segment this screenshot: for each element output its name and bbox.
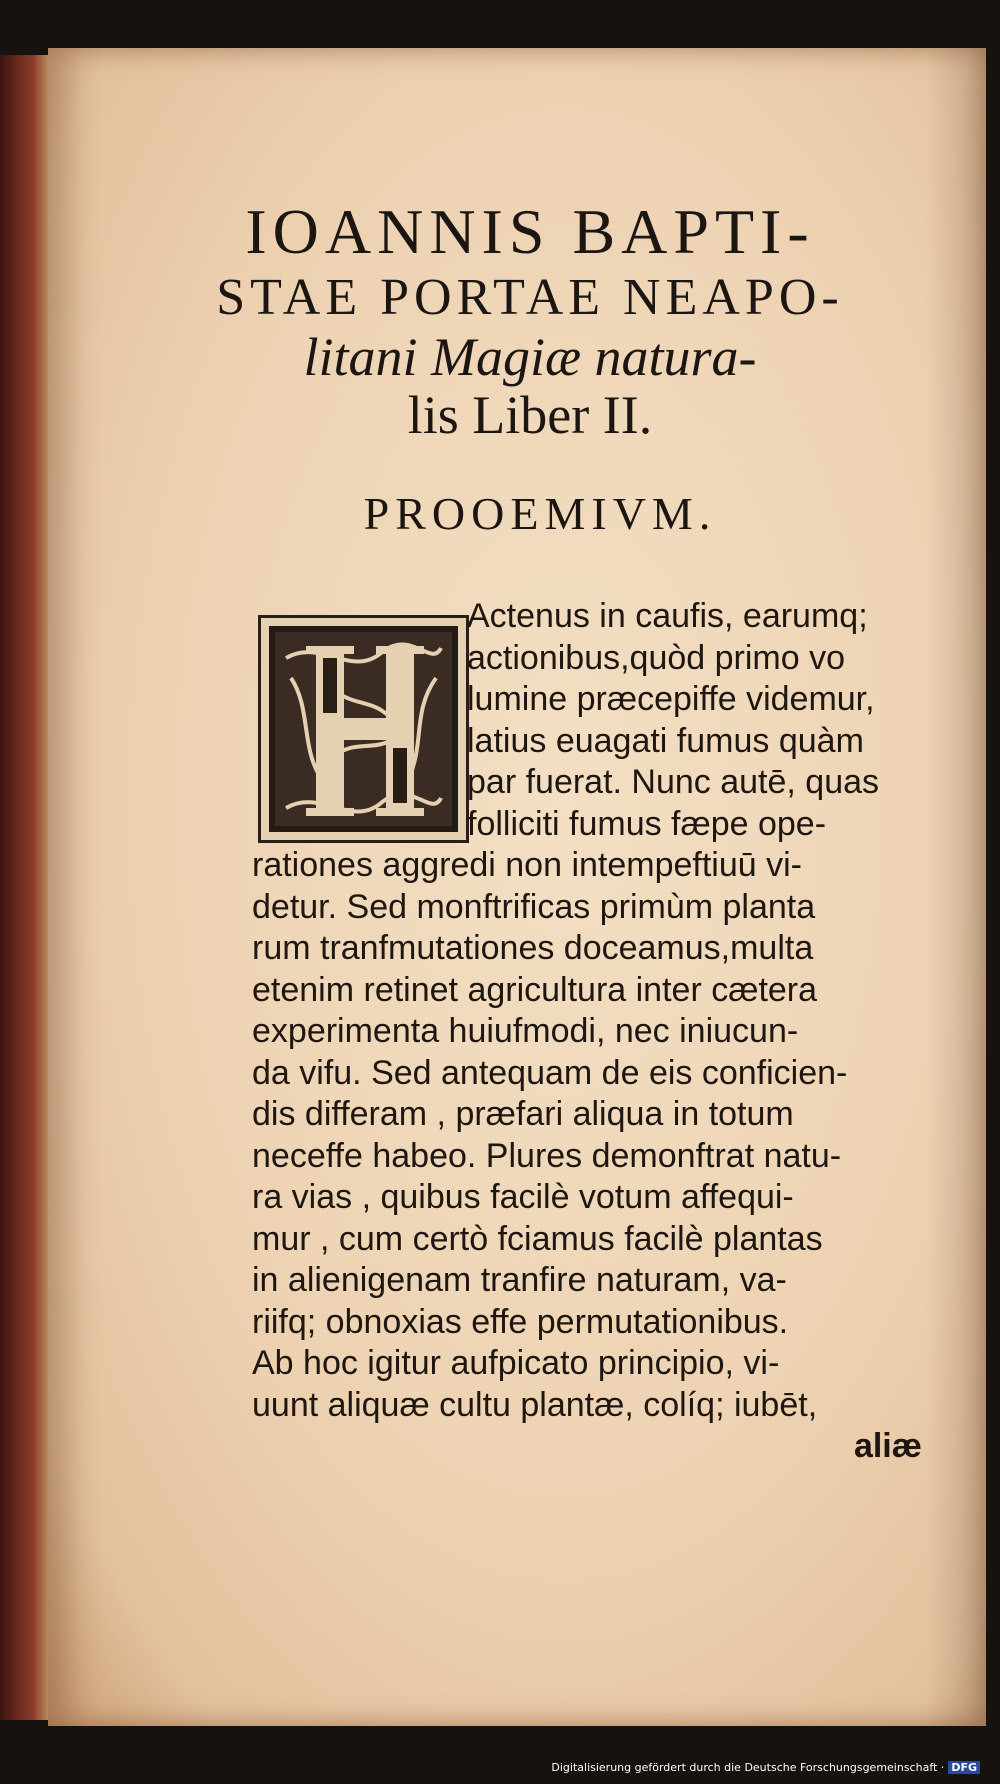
- text-line: ra vias , quibus facilè votum affequi-: [252, 1178, 794, 1216]
- text-line: etenim retinet agricultura inter cætera: [252, 970, 818, 1009]
- catchword: aliæ: [853, 1427, 922, 1465]
- text-line: mur , cum certò fciamus facilè plantas: [252, 1219, 823, 1258]
- title-line-1: IOANNIS BAPTI-: [245, 196, 815, 267]
- text-line: actionibus,quòd primo vo: [467, 638, 846, 677]
- text-line: in alienigenam tranfire naturam, va-: [252, 1261, 787, 1299]
- text-line: rum tranfmutationes doceamus,multa: [252, 929, 814, 967]
- text-line: Ab hoc igitur aufpicato principio, vi-: [252, 1344, 780, 1382]
- digitization-credit-text: Digitalisierung gefördert durch die Deutsche Forschungsgemeinschaft ·: [551, 1761, 945, 1774]
- text-line: da vifu. Sed antequam de eis conficien-: [252, 1053, 848, 1092]
- dfg-logo: DFG: [948, 1761, 980, 1774]
- body-text: [252, 596, 942, 1468]
- digitization-credit: [551, 1761, 980, 1774]
- title-line-2: STAE PORTAE NEAPO-: [216, 269, 844, 326]
- title-line-4: lis Liber II.: [407, 385, 653, 445]
- text-line: neceffe habeo. Plures demonftrat natu-: [252, 1136, 842, 1175]
- text-line: rationes aggredi non intempeftiuū vi-: [252, 846, 802, 884]
- text-line: dis differam , præfari aliqua in totum: [252, 1095, 794, 1133]
- text-line: riifq; obnoxias effe permutationibus.: [252, 1302, 789, 1341]
- text-line: folliciti fumus fæpe ope-: [467, 804, 827, 843]
- text-line: Actenus in caufis, earumq;: [467, 597, 868, 635]
- text-line: latius euagati fumus quàm: [467, 721, 864, 760]
- text-line: experimenta huiufmodi, nec iniucun-: [252, 1012, 799, 1050]
- text-line: par fuerat. Nunc autē, quas: [467, 763, 880, 801]
- text-line: detur. Sed monftrificas primùm planta: [252, 887, 816, 926]
- section-heading: PROOEMIVM.: [363, 488, 717, 539]
- title-line-3: litani Magiæ natura-: [303, 327, 757, 387]
- text-line: lumine præcepiffe videmur,: [467, 680, 875, 718]
- text-line: uunt aliquæ cultu plantæ, colíq; iubēt,: [252, 1385, 818, 1424]
